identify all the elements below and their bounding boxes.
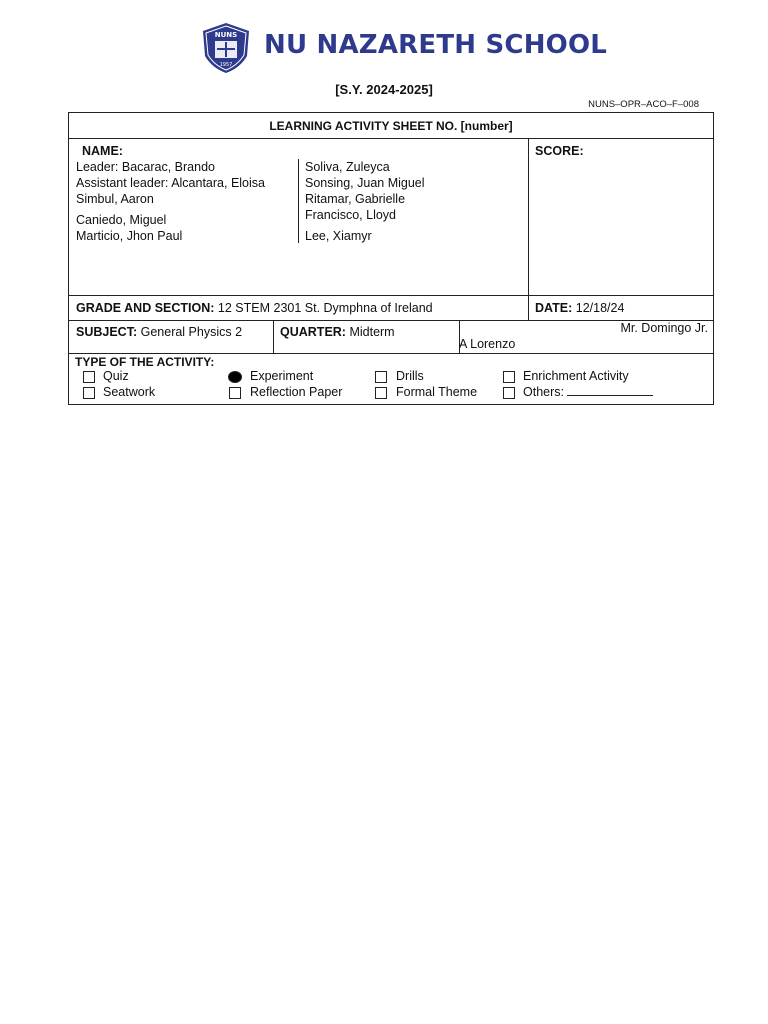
member-name: Lee, Xiamyr <box>305 229 372 243</box>
names-separator <box>298 159 299 243</box>
names-score-divider <box>528 139 529 295</box>
member-name: Soliva, Zuleyca <box>305 160 390 174</box>
logo-text: NUNS <box>214 31 238 39</box>
school-year: [S.Y. 2024-2025] <box>335 82 433 97</box>
names-left-column <box>76 159 265 244</box>
seatwork-label: Seatwork <box>103 385 156 399</box>
others-field[interactable] <box>523 385 653 399</box>
date-label: DATE: <box>535 301 573 315</box>
logo-year: 1957 <box>219 62 233 68</box>
page-header <box>0 0 768 80</box>
activity-type-label: TYPE OF THE ACTIVITY: <box>75 355 215 369</box>
sheet-title: LEARNING ACTIVITY SHEET NO. [number] <box>69 113 713 139</box>
reflection-paper-checkbox[interactable] <box>229 387 241 399</box>
names-row <box>69 139 713 296</box>
formal-theme-label: Formal Theme <box>396 385 478 399</box>
member-name: Assistant leader: Alcantara, Eloisa <box>76 176 265 190</box>
names-right-column <box>305 159 425 244</box>
member-name: Francisco, Lloyd <box>305 208 397 222</box>
others-checkbox[interactable] <box>503 387 515 399</box>
member-name: Simbul, Aaron <box>76 192 154 206</box>
formal-theme-checkbox[interactable] <box>375 387 387 399</box>
quarter-label: QUARTER: <box>280 325 346 339</box>
experiment-label: Experiment <box>250 369 314 383</box>
subject-label: SUBJECT: <box>76 325 138 339</box>
drills-checkbox[interactable] <box>375 371 387 383</box>
teacher-line-1: Mr. Domingo Jr. <box>620 321 708 335</box>
name-label: NAME: <box>82 144 123 158</box>
activity-type-row <box>69 354 713 405</box>
subject-value: General Physics 2 <box>140 325 243 339</box>
quiz-checkbox[interactable] <box>83 371 95 383</box>
member-name: Sonsing, Juan Miguel <box>305 176 425 190</box>
form-code: NUNS–OPR–ACO–F–008 <box>588 99 699 110</box>
activity-sheet-table <box>68 112 714 405</box>
date-cell <box>535 296 624 320</box>
school-seal-icon <box>200 22 252 74</box>
grade-section-cell <box>76 296 433 320</box>
experiment-checkbox[interactable] <box>228 371 242 383</box>
quarter-cell <box>280 325 395 357</box>
quiz-label: Quiz <box>103 369 129 383</box>
seatwork-checkbox[interactable] <box>83 387 95 399</box>
school-name: NU NAZARETH SCHOOL <box>264 30 608 60</box>
enrichment-activity-checkbox[interactable] <box>503 371 515 383</box>
grade-row <box>69 296 713 321</box>
subject-cell <box>76 325 242 357</box>
enrichment-activity-label: Enrichment Activity <box>523 369 629 383</box>
member-name: Ritamar, Gabrielle <box>305 192 406 206</box>
member-name: Caniedo, Miguel <box>76 213 167 227</box>
others-label: Others: <box>523 385 564 399</box>
drills-label: Drills <box>396 369 424 383</box>
grade-date-divider <box>528 296 529 320</box>
score-label: SCORE: <box>535 144 584 158</box>
grade-label: GRADE AND SECTION: <box>76 301 215 315</box>
quarter-value: Midterm <box>349 325 395 339</box>
teacher-line-2: A Lorenzo <box>459 337 516 351</box>
reflection-paper-label: Reflection Paper <box>250 385 343 399</box>
member-name: Marticio, Jhon Paul <box>76 229 183 243</box>
others-blank-line[interactable] <box>567 385 653 396</box>
subject-row <box>69 321 713 354</box>
date-value: 12/18/24 <box>575 301 625 315</box>
grade-value: 12 STEM 2301 St. Dymphna of Ireland <box>217 301 433 315</box>
member-name: Leader: Bacarac, Brando <box>76 160 215 174</box>
subject-quarter-divider <box>273 321 274 353</box>
